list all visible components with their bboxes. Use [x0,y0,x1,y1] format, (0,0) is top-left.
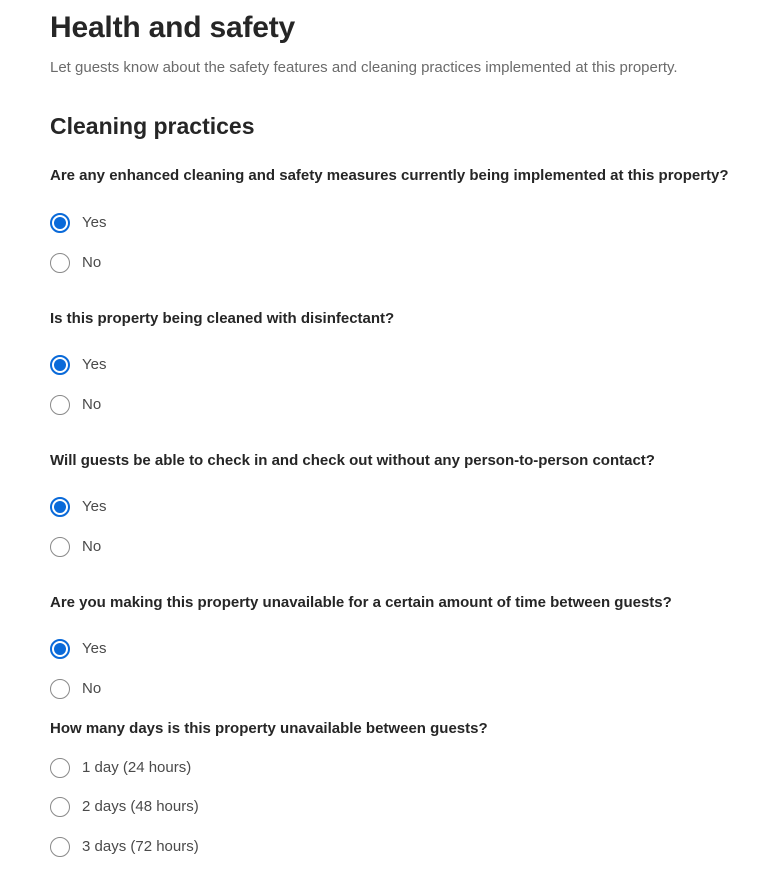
radio-option-disinfectant-no[interactable] [50,392,101,418]
radio-option-2-days[interactable] [50,794,199,820]
radio-option-label: 2 days (48 hours) [82,798,199,815]
section-title-cleaning-practices: Cleaning practices [50,113,255,139]
question-enhanced-cleaning: Are any enhanced cleaning and safety measures currently being implemented at this property? [50,167,729,184]
radio-option-unavailable-no[interactable] [50,676,101,702]
radio-button-icon[interactable] [50,837,70,857]
question-unavailable-between-guests: Are you making this property unavailable for a certain amount of time between guests? [50,594,672,611]
radio-option-label: No [82,680,102,697]
radio-option-label: No [82,396,102,413]
radio-button-icon[interactable] [50,758,70,778]
radio-option-label: Yes [82,640,107,657]
radio-button-icon[interactable] [50,639,70,659]
page-subtitle: Let guests know about the safety features and cleaning practices implemented at this property. [50,59,678,76]
radio-button-icon[interactable] [50,797,70,817]
radio-button-icon[interactable] [50,253,70,273]
radio-option-label: Yes [82,356,107,373]
radio-button-icon[interactable] [50,679,70,699]
radio-button-icon[interactable] [50,355,70,375]
page-title: Health and safety [50,11,296,44]
radio-option-contactless-yes[interactable] [50,494,106,520]
radio-option-3-days[interactable] [50,834,199,860]
radio-option-unavailable-yes[interactable] [50,636,106,662]
question-days-unavailable: How many days is this property unavailable between guests? [50,720,488,737]
radio-option-label: 1 day (24 hours) [82,759,192,776]
radio-option-label: No [82,538,102,555]
radio-button-icon[interactable] [50,395,70,415]
radio-option-disinfectant-yes[interactable] [50,352,106,378]
radio-option-label: No [82,254,102,271]
radio-option-enhanced-cleaning-yes[interactable] [50,210,106,236]
radio-button-icon[interactable] [50,497,70,517]
question-disinfectant: Is this property being cleaned with disinfectant? [50,310,395,327]
question-contactless-check-in: Will guests be able to check in and check out without any person-to-person contact? [50,452,655,469]
radio-button-icon[interactable] [50,537,70,557]
radio-option-contactless-no[interactable] [50,534,101,560]
radio-option-label: Yes [82,214,107,231]
radio-option-label: 3 days (72 hours) [82,838,199,855]
radio-option-1-day[interactable] [50,755,191,781]
radio-button-icon[interactable] [50,213,70,233]
radio-option-label: Yes [82,498,107,515]
radio-option-enhanced-cleaning-no[interactable] [50,250,101,276]
